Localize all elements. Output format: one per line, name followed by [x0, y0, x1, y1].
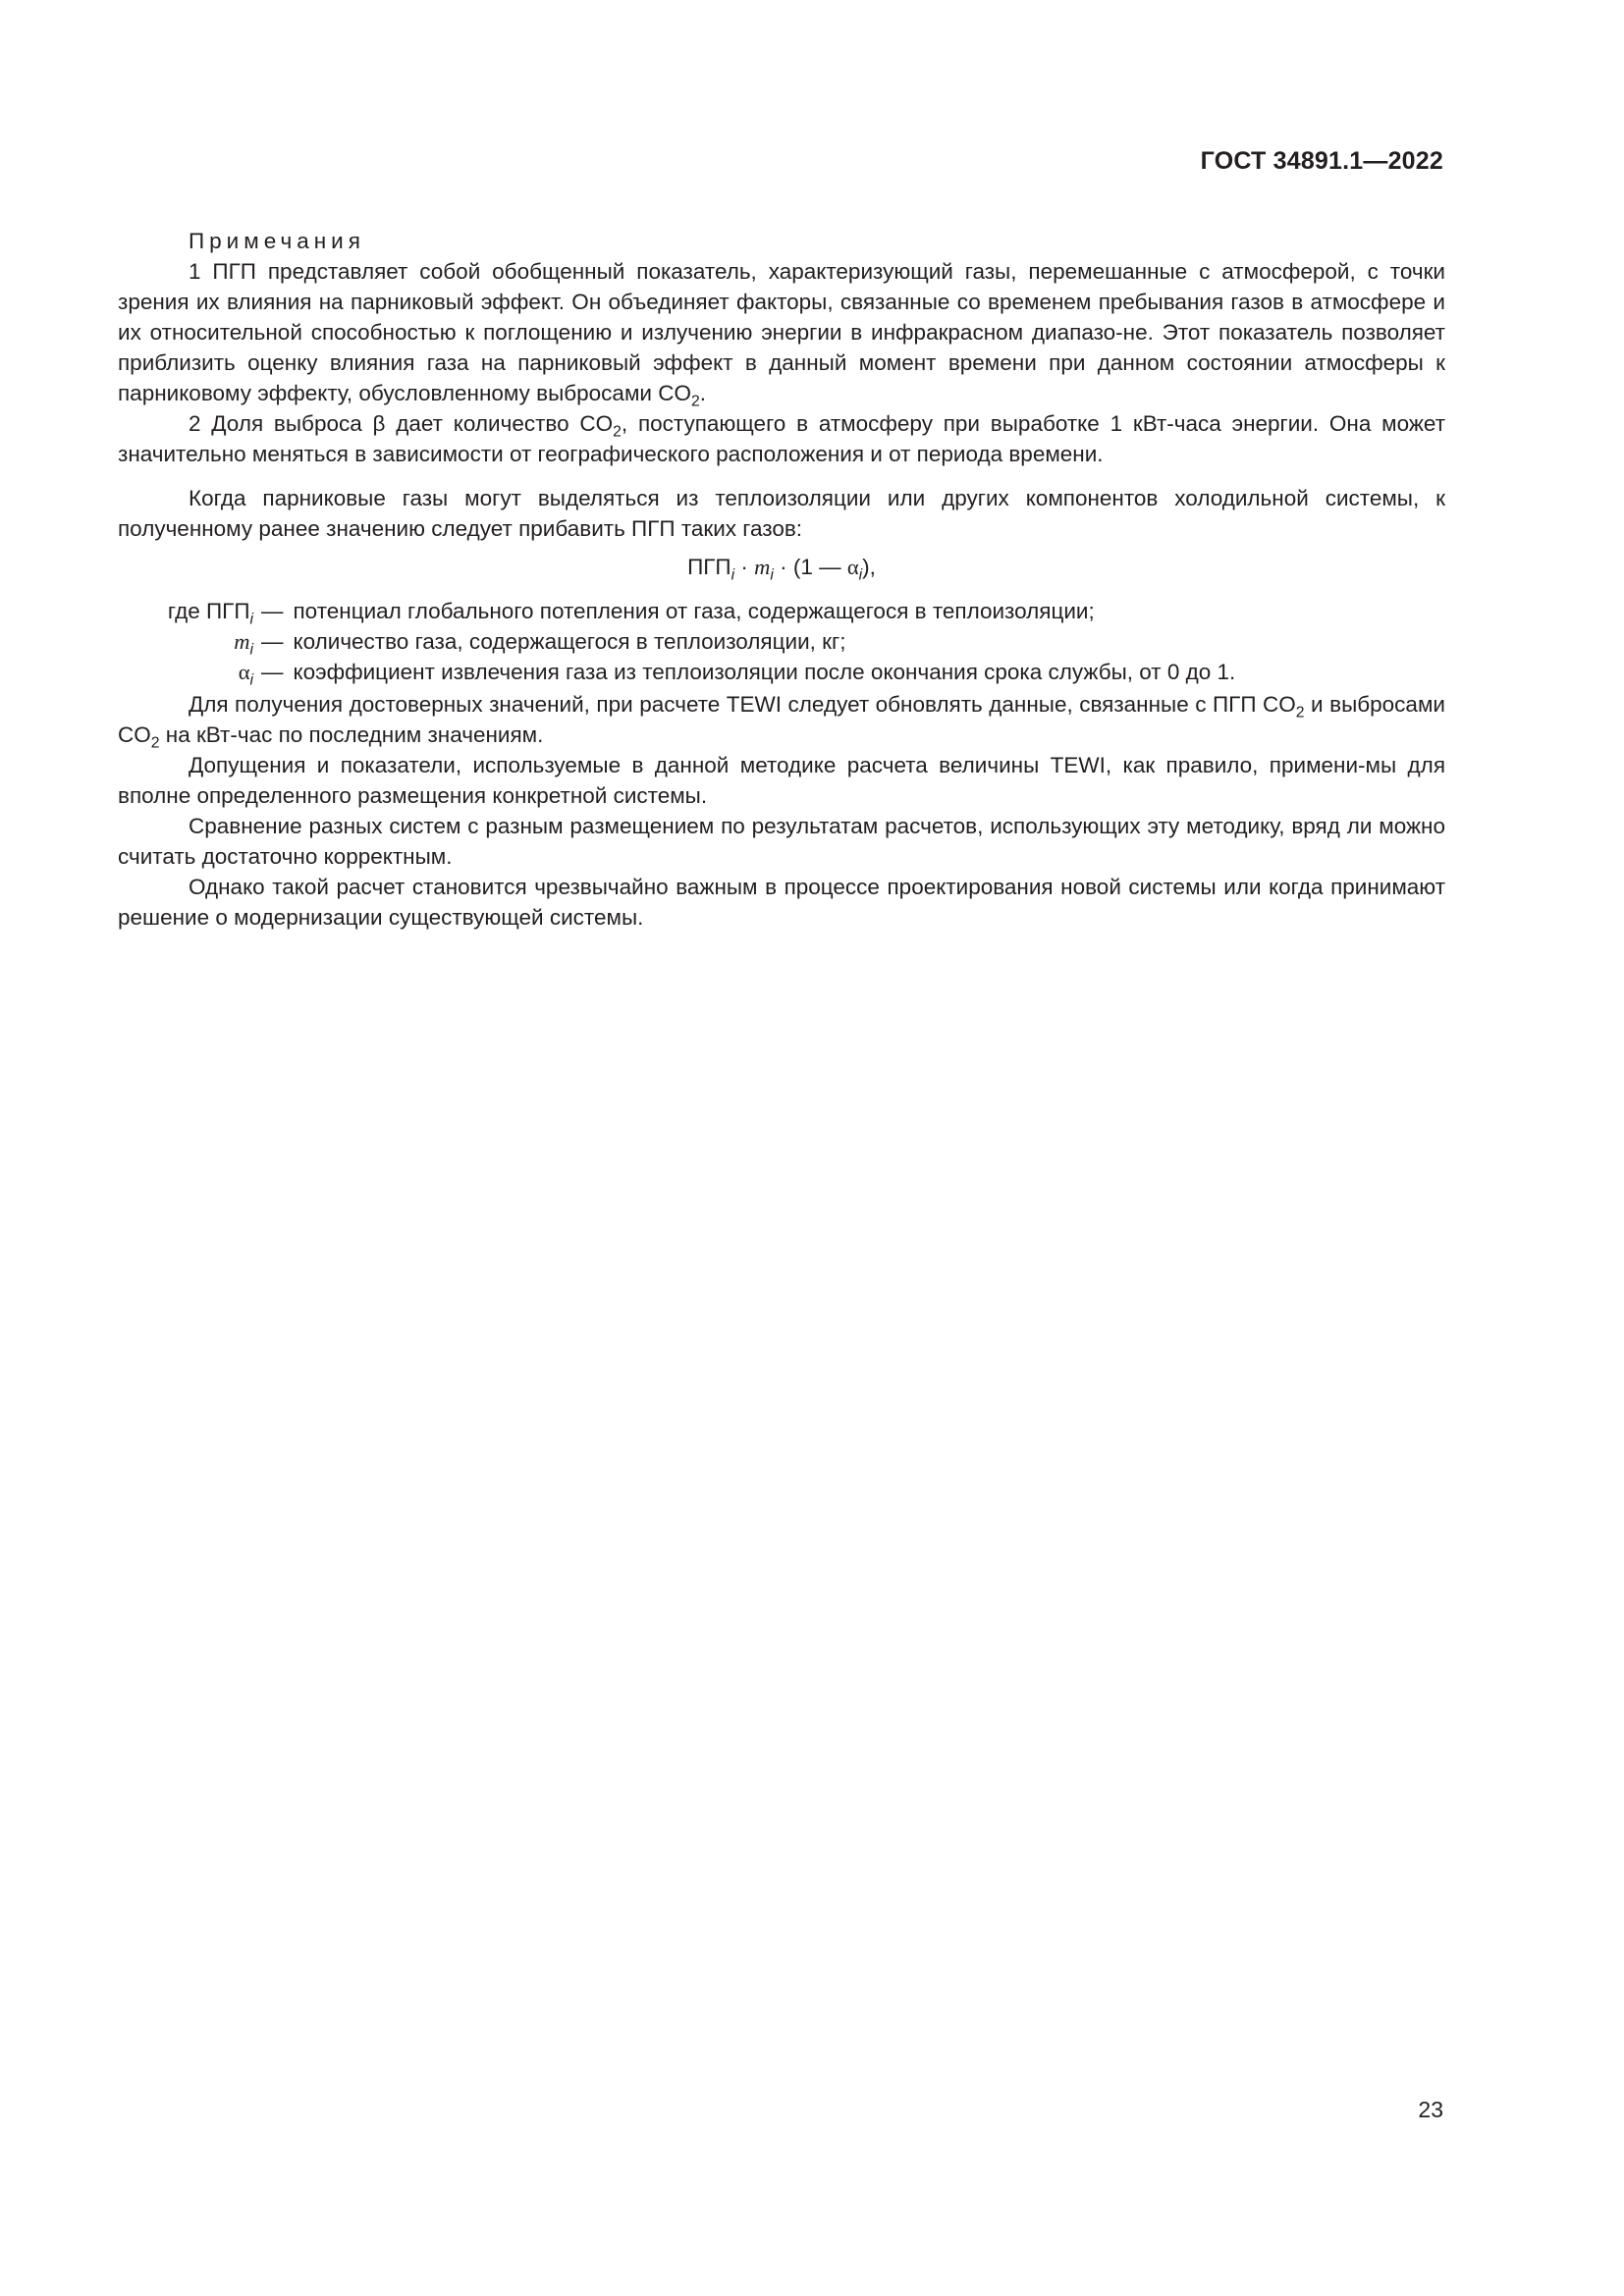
definition-alpha [118, 657, 1445, 687]
definitions-list [118, 596, 1445, 687]
formula-close: ), [862, 555, 876, 579]
formula-m-sub: i [770, 566, 774, 584]
definition-term [118, 596, 261, 626]
paragraph-update-data [118, 689, 1445, 750]
definition-dash: — [261, 660, 284, 684]
spacer [118, 469, 1445, 483]
definition-gwp [118, 596, 1445, 626]
note-2-end: , поступающего в атмосферу при выработке 1 кВт-часа энергии. Она может значительно меняться в зависимости от географического расположения и от периода времени. [118, 411, 1445, 466]
para2-text-a: Для получения достоверных значений, при расчете TEWI следует обновлять данные, связанные с ПГП CO [189, 692, 1296, 717]
para2-sub1: 2 [1295, 704, 1305, 721]
term-sub: i [249, 671, 253, 689]
paragraph-insulation-gases: Когда парниковые газы могут выделяться из теплоизоляции или других компонентов холодильной системы, к полученному ранее значению следует прибавить ПГП таких газов: [118, 486, 1445, 541]
document-number: ГОСТ 34891.1—2022 [1200, 147, 1443, 175]
paragraph-assumptions: Допущения и показатели, используемые в данной методике расчета величины TEWI, как правило, примени-мы для вполне определенного размещения конкретной системы. [118, 753, 1445, 808]
definition-description: потенциал глобального потепления от газа, содержащегося в теплоизоляции; [293, 599, 1095, 623]
note-1-text: 1 ПГП представляет собой обобщенный показатель, характеризующий газы, перемешанные с атмосферой, с точки зрения их влияния на парниковый эффект. Он объединяет факторы, связанные со временем пребывания газов в атмосфере и их относительной способностью к поглощению и излучению энергии в инфракрасном диапазо-не. Этот показатель позволяет приблизить оценку влияния газа на парниковый эффект в данный момент времени при данном состоянии атмосферы к парниковому эффекту, обусловленному выбросами CO [118, 259, 1445, 405]
note-1-end: . [699, 381, 707, 405]
formula-dot2: · (1 — [773, 555, 847, 579]
definition-mass [118, 626, 1445, 657]
note-2 [118, 408, 1445, 469]
term-text: где ПГП [167, 599, 250, 623]
notes-title: Примечания [189, 229, 365, 253]
definition-term [118, 626, 261, 657]
term-sub: i [249, 641, 253, 659]
formula-gwp: ПГП [687, 555, 731, 579]
definition-dash: — [261, 629, 284, 654]
note-2-text: 2 Доля выброса β дает количество CO [189, 411, 614, 436]
paragraph-comparison: Сравнение разных систем с разным размещением по результатам расчетов, использующих эту методику, вряд ли можно считать достаточно корректным. [118, 814, 1445, 869]
term-sub: i [249, 611, 253, 628]
formula-alpha: α [846, 555, 859, 579]
formula-gwp-sub: i [731, 566, 735, 584]
note-1-subscript: 2 [690, 393, 700, 410]
paragraph-design-importance: Однако такой расчет становится чрезвычайно важным в процессе проектирования новой системы или когда принимают решение о модернизации существующей системы. [118, 875, 1445, 930]
formula-gwp-insulation [118, 552, 1445, 582]
note-1 [118, 256, 1445, 408]
para2-text-b: и выбросами CO [118, 692, 1445, 747]
formula-alpha-sub: i [858, 566, 863, 584]
term-text: α [238, 660, 250, 684]
page-number: 23 [1418, 2097, 1443, 2122]
formula-m: m [754, 555, 771, 579]
formula-dot1: · [734, 555, 755, 579]
definition-description: коэффициент извлечения газа из теплоизоляции после окончания срока службы, от 0 до 1. [293, 660, 1236, 684]
term-text: m [234, 629, 250, 654]
page-content [118, 226, 1445, 933]
note-2-subscript: 2 [613, 423, 622, 441]
definition-description: количество газа, содержащегося в теплоизоляции, кг; [293, 629, 846, 654]
definition-term [118, 657, 261, 687]
para2-sub2: 2 [150, 734, 160, 752]
definition-dash: — [261, 599, 284, 623]
para2-text-c: на кВт-час по последним значениям. [159, 722, 544, 747]
